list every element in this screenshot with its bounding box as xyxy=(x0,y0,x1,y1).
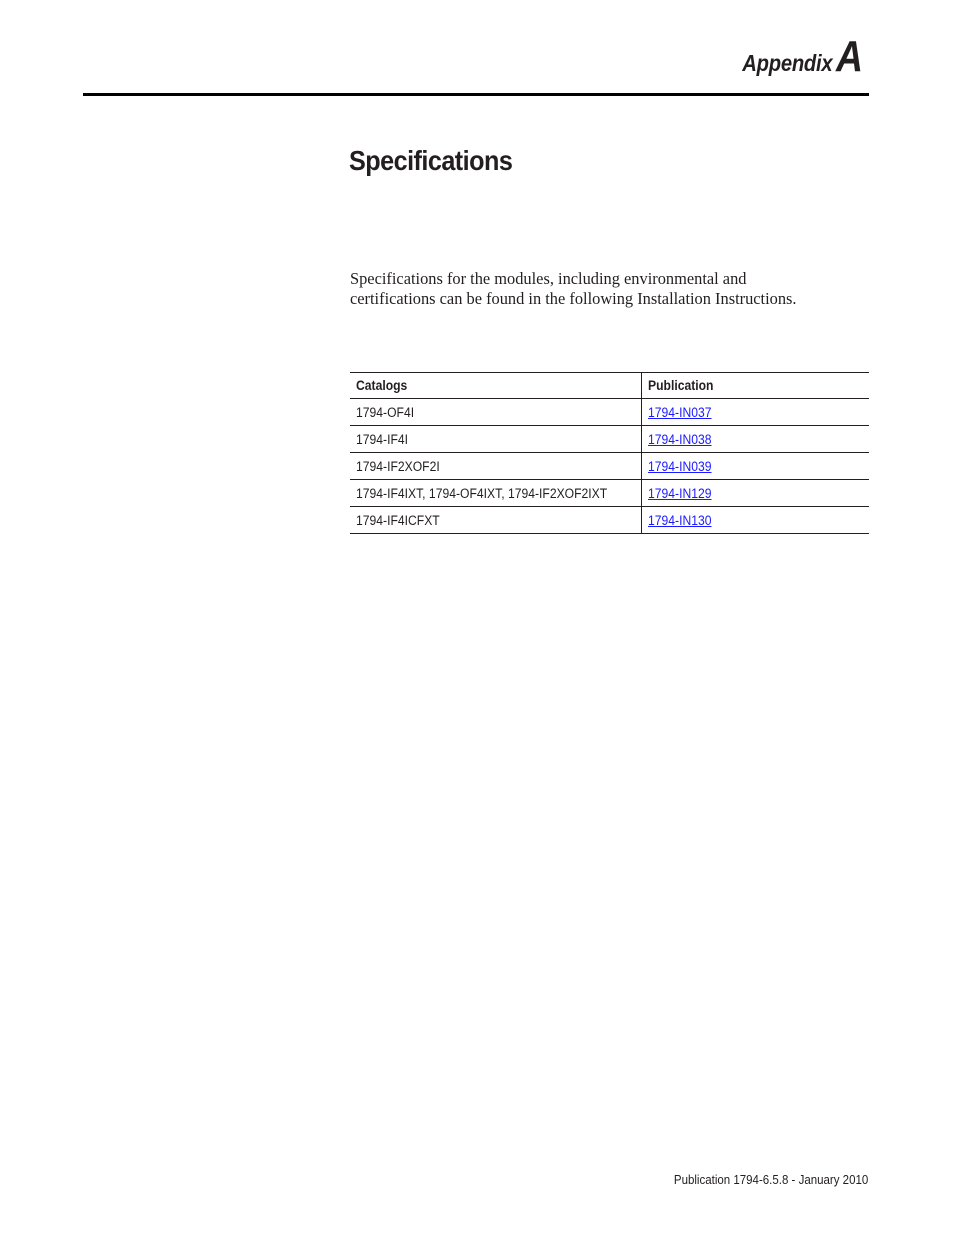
column-header-publication: Publication xyxy=(642,373,869,399)
intro-paragraph xyxy=(350,269,870,309)
table-row xyxy=(350,399,869,426)
publication-link[interactable]: 1794-IN039 xyxy=(648,458,712,474)
publication-link[interactable]: 1794-IN129 xyxy=(648,485,712,501)
table-row xyxy=(350,453,869,480)
table-row xyxy=(350,480,869,507)
catalog-cell: 1794-IF4IXT, 1794-OF4IXT, 1794-IF2XOF2IXT xyxy=(350,480,642,507)
publication-cell xyxy=(642,507,869,534)
catalog-cell: 1794-IF2XOF2I xyxy=(350,453,642,480)
publication-cell xyxy=(642,426,869,453)
catalog-cell: 1794-OF4I xyxy=(350,399,642,426)
page-footer: Publication 1794-6.5.8 - January 2010 xyxy=(673,1173,868,1187)
publication-link[interactable]: 1794-IN037 xyxy=(648,404,712,420)
table-row xyxy=(350,507,869,534)
column-header-catalogs: Catalogs xyxy=(350,373,642,399)
catalog-cell: 1794-IF4I xyxy=(350,426,642,453)
publication-link[interactable]: 1794-IN038 xyxy=(648,431,712,447)
catalog-cell: 1794-IF4ICFXT xyxy=(350,507,642,534)
intro-line: certifications can be found in the following Installation Instructions. xyxy=(350,289,797,308)
publication-cell xyxy=(642,453,869,480)
header-rule xyxy=(83,93,869,96)
appendix-word: Appendix xyxy=(742,50,833,76)
table-header-row xyxy=(350,373,869,399)
intro-line: Specifications for the modules, including environmental and xyxy=(350,269,747,288)
publication-link[interactable]: 1794-IN130 xyxy=(648,512,712,528)
publication-cell xyxy=(642,399,869,426)
publication-cell xyxy=(642,480,869,507)
appendix-letter: A xyxy=(836,32,864,81)
appendix-heading xyxy=(730,32,868,82)
specifications-table xyxy=(350,372,869,534)
page-title: Specifications xyxy=(349,145,513,176)
table-row xyxy=(350,426,869,453)
